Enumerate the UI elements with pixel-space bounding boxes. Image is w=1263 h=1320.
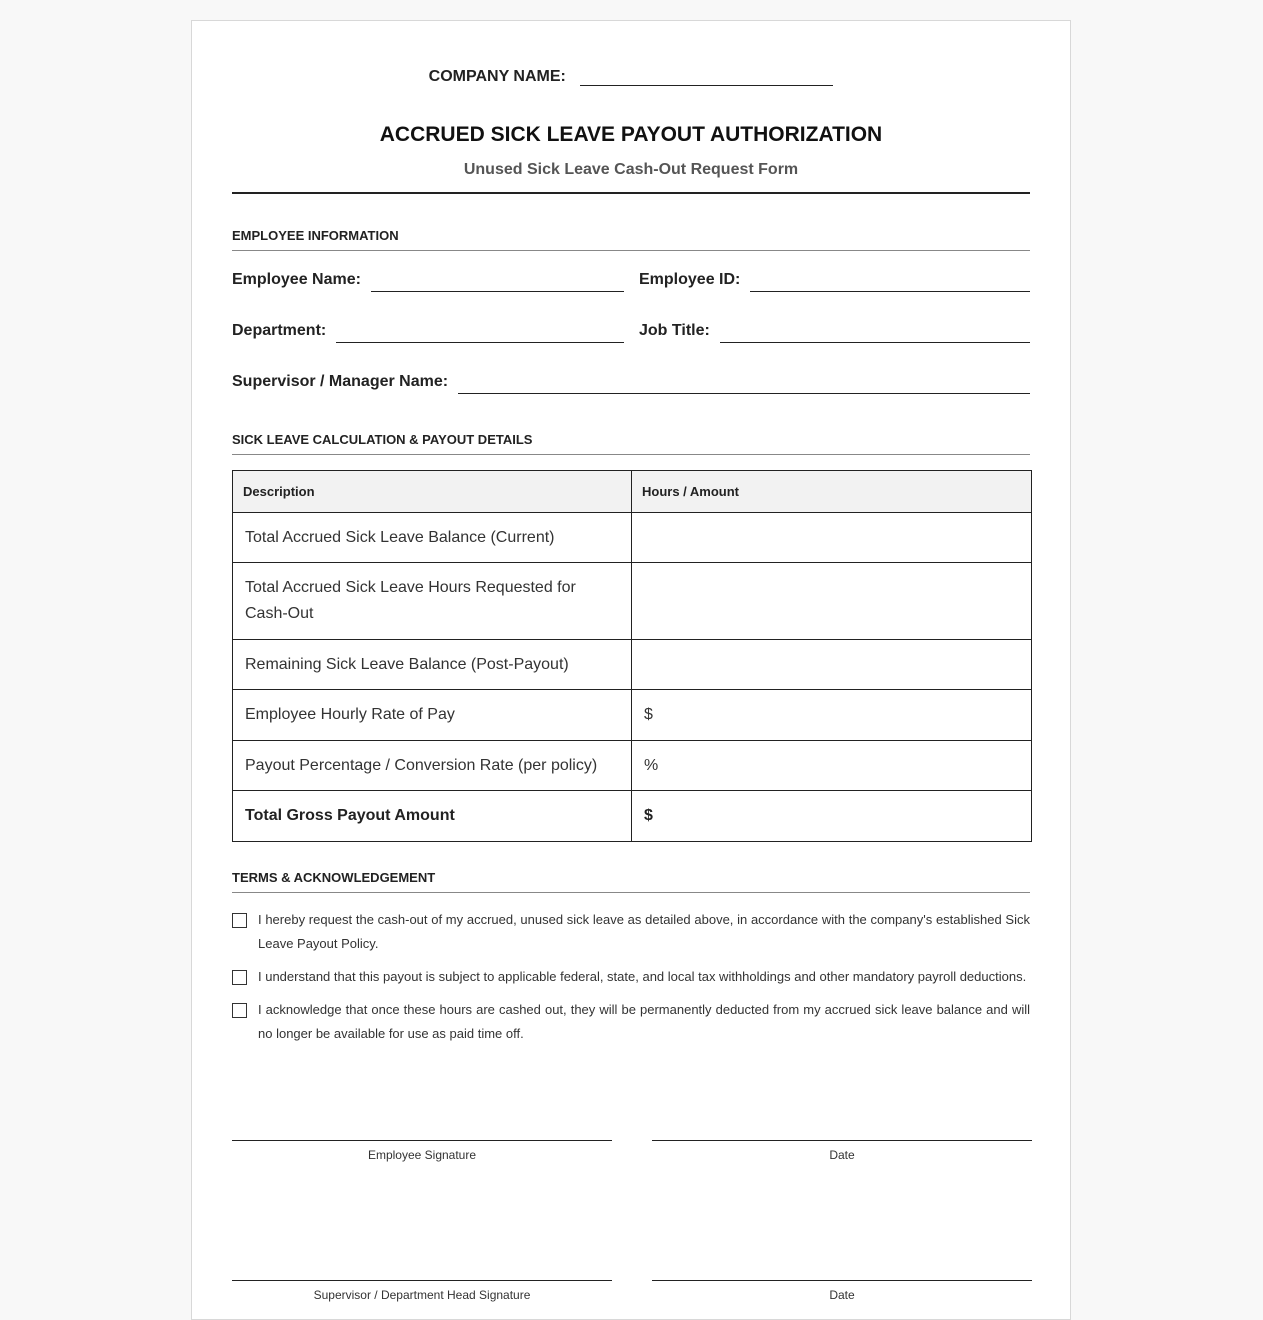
calculation-section-title: SICK LEAVE CALCULATION & PAYOUT DETAILS (232, 432, 1030, 455)
column-header-description: Description (233, 471, 632, 513)
employee-name-row (232, 269, 624, 292)
row-value-cell[interactable]: % (632, 741, 1032, 791)
row-value-cell[interactable] (632, 563, 1032, 640)
employee-info-section-title: EMPLOYEE INFORMATION (232, 228, 1030, 251)
company-name-field[interactable] (580, 65, 833, 86)
row-value-cell[interactable] (632, 640, 1032, 690)
supervisor-field[interactable] (458, 371, 1030, 394)
supervisor-date-line[interactable] (652, 1280, 1032, 1302)
row-description: Remaining Sick Leave Balance (Post-Payout) (233, 640, 632, 690)
acknowledgement-text: I hereby request the cash-out of my accrued, unused sick leave as detailed above, in accordance with the company's established Sick Leave Payout Policy. (258, 912, 1030, 951)
row-description: Total Accrued Sick Leave Balance (Current) (233, 513, 632, 563)
job-title-label: Job Title: (639, 322, 710, 339)
form-title: ACCRUED SICK LEAVE PAYOUT AUTHORIZATION (379, 123, 883, 146)
acknowledgement-checkbox[interactable] (232, 970, 247, 985)
column-header-hours-amount: Hours / Amount (632, 471, 1032, 513)
employee-signature-line[interactable] (232, 1140, 612, 1162)
row-description: Employee Hourly Rate of Pay (233, 690, 632, 741)
row-description: Payout Percentage / Conversion Rate (per policy) (233, 741, 632, 791)
acknowledgement-checkbox[interactable] (232, 913, 247, 928)
employee-date-label: Date (829, 1148, 855, 1162)
supervisor-label: Supervisor / Manager Name: (232, 373, 449, 390)
employee-date-line[interactable] (652, 1140, 1032, 1162)
job-title-field[interactable] (720, 320, 1030, 343)
table-row (233, 640, 1032, 690)
row-value-cell[interactable]: $ (632, 690, 1032, 741)
table-row (233, 563, 1032, 640)
department-row (232, 320, 624, 343)
employee-name-label: Employee Name: (232, 271, 361, 288)
department-label: Department: (232, 322, 327, 339)
row-description: Total Gross Payout Amount (233, 791, 632, 842)
employee-id-row (639, 269, 1030, 292)
acknowledgement-text: I acknowledge that once these hours are cashed out, they will be permanently deducted from my accrued sick leave balance and will no longer be available for use as paid time off. (258, 1002, 1030, 1041)
employee-id-label: Employee ID: (639, 271, 741, 288)
acknowledgement-checkbox[interactable] (232, 1003, 247, 1018)
table-row-total (233, 791, 1032, 842)
row-value-cell[interactable] (632, 513, 1032, 563)
form-subtitle: Unused Sick Leave Cash-Out Request Form (463, 161, 799, 178)
department-field[interactable] (336, 320, 624, 343)
table-row (233, 690, 1032, 741)
employee-id-field[interactable] (750, 269, 1030, 292)
table-header-row (233, 471, 1032, 513)
row-description: Total Accrued Sick Leave Hours Requested for Cash-Out (233, 563, 632, 640)
acknowledgement-text: I understand that this payout is subject to applicable federal, state, and local tax withholdings and other mandatory payroll deductions. (258, 969, 1027, 984)
company-name-label: COMPANY NAME: (428, 68, 566, 85)
acknowledgement-item (232, 911, 1030, 956)
calculation-table (232, 470, 1032, 842)
employee-name-field[interactable] (371, 269, 624, 292)
form-page (191, 20, 1071, 1320)
acknowledgement-item (232, 1001, 1030, 1046)
job-title-row (639, 320, 1030, 343)
table-row (233, 513, 1032, 563)
terms-section-title: TERMS & ACKNOWLEDGEMENT (232, 870, 1030, 893)
employee-signature-label: Employee Signature (367, 1148, 477, 1162)
table-row (233, 741, 1032, 791)
supervisor-signature-line[interactable] (232, 1280, 612, 1302)
header-divider (232, 192, 1030, 194)
row-value-cell[interactable]: $ (632, 791, 1032, 842)
supervisor-date-label: Date (829, 1288, 855, 1302)
acknowledgement-item (232, 968, 1030, 989)
company-name-row (232, 65, 1030, 86)
supervisor-row (232, 371, 1030, 394)
supervisor-signature-label: Supervisor / Department Head Signature (313, 1288, 531, 1302)
